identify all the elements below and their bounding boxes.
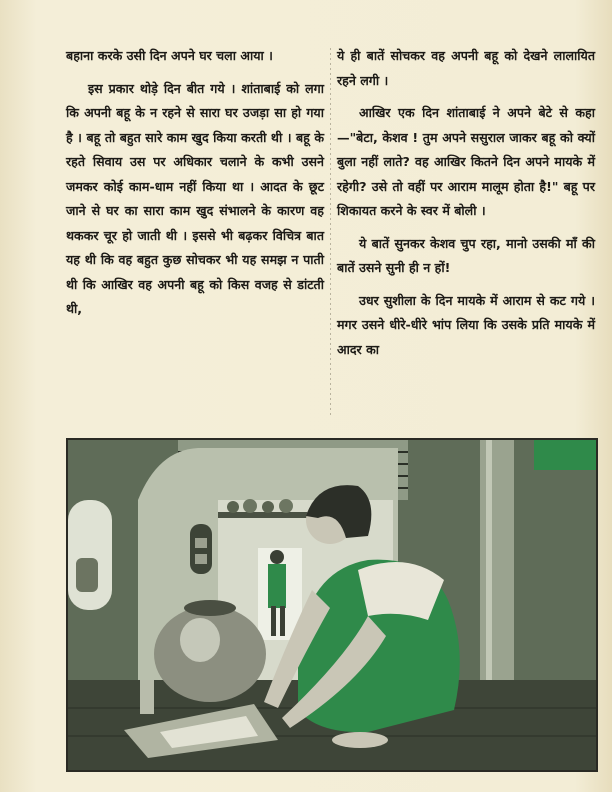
right-text-column — [337, 44, 595, 362]
story-illustration — [66, 438, 598, 772]
paragraph: आखिर एक दिन शांताबाई ने अपने बेटे से कहा—"बेटा, केशव ! तुम अपने ससुराल जाकर बहू को क्यों बुला नहीं लाते? वह आखिर कितने दिन अपने मायके में रहेगी? उसे तो वहीं पर आराम मालूम होता है!" बहू पर शिकायत करने के स्वर में बोली । — [337, 105, 595, 218]
paragraph: इस प्रकार थोड़े दिन बीत गये । शांताबाई को लगा कि अपनी बहू के न रहने से सारा घर उजड़ा सा हो गया है । बहू तो बहुत सारे काम खुद किया करती थी । बहू के रहते सिवाय उस पर अधिकार चलाने के कभी उसने जमकर कोई काम-धाम नहीं किया था । आदत के छूट जाने से घर का सारा काम खुद संभालने के कारण वह थककर चूर हो जाती थी । इससे भी बढ़कर विचित्र बात यह थी कि वह बहुत कुछ सोचकर भी यह समझ न पाती थी कि आखिर वह अपनी बहू को किस वजह से डांटती थी, — [66, 80, 324, 316]
paragraph: उधर सुशीला के दिन मायके में आराम से कट गये । मगर उसने धीरे-धीरे भांप लिया कि उसके प्रति मायके में आदर का — [337, 292, 595, 357]
paragraph: बहाना करके उसी दिन अपने घर चला आया । — [66, 48, 273, 63]
left-text-column — [66, 44, 324, 322]
paragraph: ये ही बातें सोचकर वह अपनी बहू को देखने लालायित रहने लगी । — [337, 48, 595, 88]
column-divider — [330, 48, 331, 418]
paragraph: ये बातें सुनकर केशव चुप रहा, मानो उसकी माँ की बातें उसने सुनी ही न हों! — [337, 235, 595, 275]
